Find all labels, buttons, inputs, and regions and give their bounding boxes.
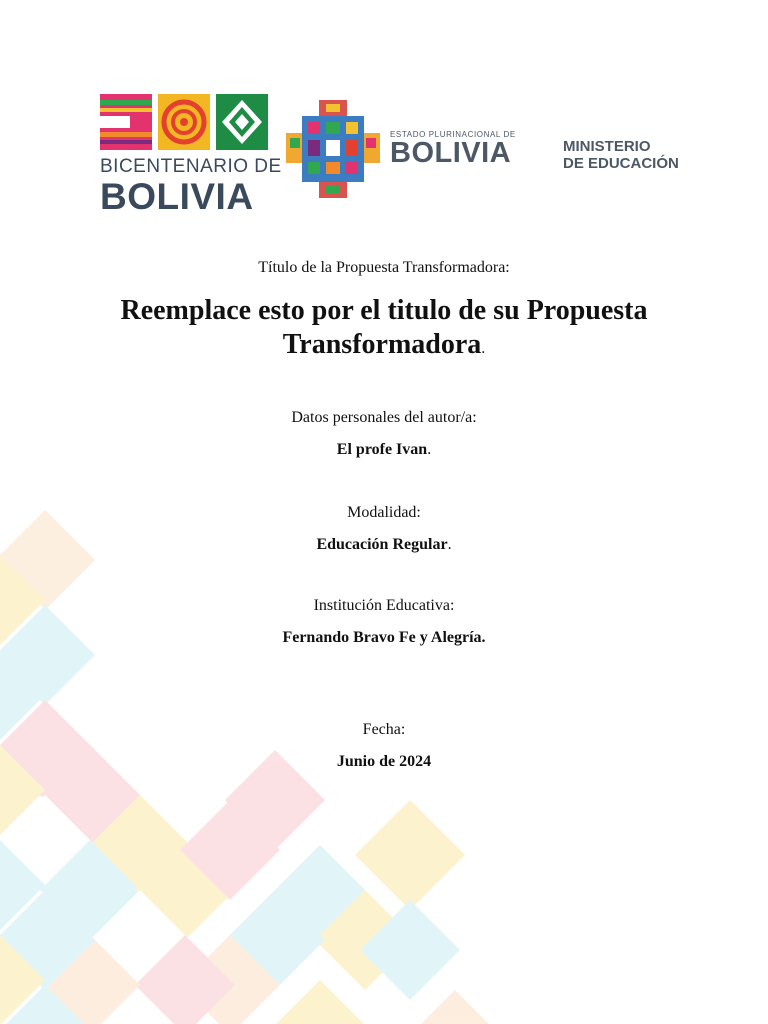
ministerio-text-line2: DE EDUCACIÓN (563, 155, 679, 172)
estado-plurinacional-logo (390, 130, 516, 168)
date-value: Junio de 2024 (336, 753, 432, 770)
bicentenario-emblem (100, 94, 272, 150)
institution-value: Fernando Bravo Fe y Alegría. (282, 629, 486, 646)
proposal-title-period: . (481, 340, 486, 357)
bicentenario-diamond-mark (216, 94, 268, 150)
bicentenario-spiral-mark (158, 94, 210, 150)
bicentenario-text-line2: BOLIVIA (100, 176, 254, 217)
proposal-title (60, 294, 708, 366)
modality-period: . (447, 536, 452, 553)
author-period: . (427, 441, 432, 458)
bicentenario-logo (100, 94, 282, 217)
document-content (60, 258, 708, 366)
bicentenario-stripes-mark (100, 94, 152, 150)
estado-text-small: ESTADO PLURINACIONAL DE (390, 130, 516, 139)
author-name: El profe Ivan (336, 441, 428, 458)
estado-text-big: BOLIVIA (390, 137, 512, 169)
date-label: Fecha: (362, 721, 406, 738)
title-label: Título de la Propuesta Transformadora: (258, 259, 510, 276)
bicentenario-text-line1: BICENTENARIO DE (100, 156, 282, 177)
modality-value (60, 535, 708, 555)
modality-name: Educación Regular (316, 536, 448, 553)
institution-label: Institución Educativa: (313, 597, 455, 614)
chakana-emblem (286, 100, 380, 198)
header-logos (100, 92, 700, 216)
author-section (60, 408, 708, 460)
author-value (60, 440, 708, 460)
ministerio-logo (563, 138, 679, 172)
institution-section (60, 596, 708, 648)
author-label: Datos personales del autor/a: (291, 409, 477, 426)
modality-section (60, 503, 708, 555)
ministerio-text-line1: MINISTERIO (563, 138, 651, 155)
modality-label: Modalidad: (347, 504, 421, 521)
proposal-title-text: Reemplace esto por el titulo de su Propuesta Transformadora (120, 295, 648, 360)
date-section (60, 720, 708, 772)
